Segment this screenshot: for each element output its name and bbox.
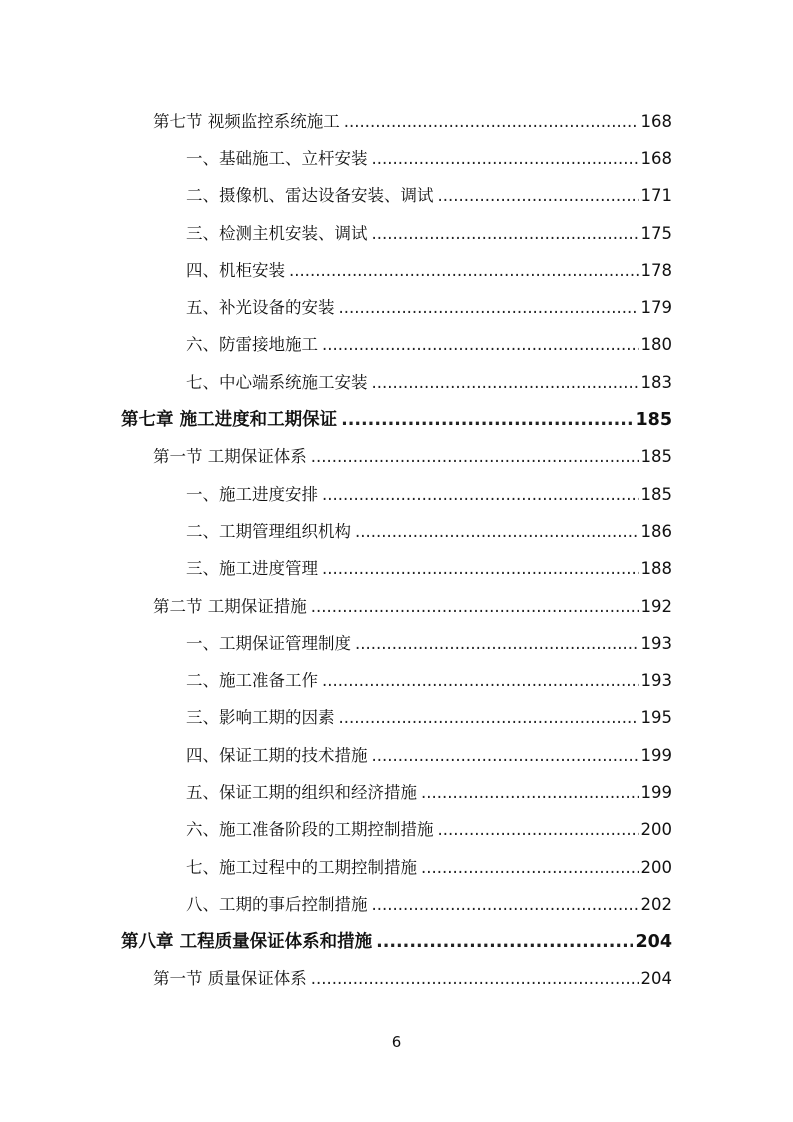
toc-entry-page-number: 188 (640, 559, 672, 579)
dot-leader (344, 112, 639, 131)
dot-leader (376, 932, 633, 952)
toc-entry-page-number: 195 (640, 708, 672, 728)
toc-section-entry[interactable] (0, 959, 793, 996)
toc-entry-page-number: 185 (640, 484, 672, 504)
toc-item-entry[interactable] (0, 213, 793, 250)
toc-item-entry[interactable] (0, 698, 793, 735)
toc-item-entry[interactable] (0, 138, 793, 175)
toc-entry-title: 三、施工进度管理 (186, 559, 318, 579)
toc-entry-title: 六、防雷接地施工 (186, 335, 318, 355)
dot-leader (322, 335, 639, 354)
toc-entry-page-number: 168 (640, 148, 672, 168)
dot-leader (421, 783, 639, 802)
toc-entry-title: 第一节 工期保证体系 (153, 447, 307, 467)
toc-entry-title: 五、保证工期的组织和经济措施 (186, 782, 417, 802)
dot-leader (372, 373, 639, 392)
dot-leader (339, 708, 639, 727)
toc-section-entry[interactable] (0, 437, 793, 474)
dot-leader (372, 746, 639, 765)
dot-leader (372, 224, 639, 243)
toc-entry-page-number: 202 (640, 894, 672, 914)
toc-entry-title: 二、施工准备工作 (186, 671, 318, 691)
toc-item-entry[interactable] (0, 325, 793, 362)
toc-entry-page-number: 186 (640, 521, 672, 541)
toc-chapter-entry[interactable] (0, 399, 793, 436)
toc-entry-page-number: 199 (640, 782, 672, 802)
dot-leader (341, 410, 633, 430)
toc-item-entry[interactable] (0, 474, 793, 511)
toc-item-entry[interactable] (0, 847, 793, 884)
toc-entry-page-number: 192 (640, 596, 672, 616)
toc-entry-title: 第二节 工期保证措施 (153, 596, 307, 616)
toc-item-entry[interactable] (0, 287, 793, 324)
toc-entry-page-number: 204 (635, 931, 672, 952)
toc-entry-title: 四、保证工期的技术措施 (186, 745, 368, 765)
dot-leader (438, 186, 639, 205)
toc-item-entry[interactable] (0, 549, 793, 586)
toc-item-entry[interactable] (0, 660, 793, 697)
toc-entry-title: 八、工期的事后控制措施 (186, 894, 368, 914)
toc-item-entry[interactable] (0, 362, 793, 399)
toc-entry-page-number: 183 (640, 372, 672, 392)
toc-entry-title: 二、摄像机、雷达设备安装、调试 (186, 186, 434, 206)
toc-entry-title: 四、机柜安装 (186, 260, 285, 280)
toc-item-entry[interactable] (0, 735, 793, 772)
toc-item-entry[interactable] (0, 810, 793, 847)
page-number: 6 (391, 1033, 402, 1051)
dot-leader (421, 858, 639, 877)
dot-leader (289, 261, 639, 280)
table-of-contents (0, 101, 793, 996)
toc-entry-page-number: 175 (640, 223, 672, 243)
toc-entry-page-number: 200 (640, 857, 672, 877)
toc-entry-page-number: 180 (640, 335, 672, 355)
toc-entry-page-number: 185 (640, 447, 672, 467)
toc-entry-title: 一、施工进度安排 (186, 484, 318, 504)
toc-entry-page-number: 200 (640, 820, 672, 840)
dot-leader (372, 895, 639, 914)
toc-entry-page-number: 171 (640, 186, 672, 206)
toc-entry-page-number: 199 (640, 745, 672, 765)
dot-leader (311, 597, 639, 616)
dot-leader (355, 522, 639, 541)
toc-entry-title: 第七章 施工进度和工期保证 (121, 409, 338, 430)
toc-chapter-entry[interactable] (0, 922, 793, 959)
toc-entry-page-number: 168 (640, 111, 672, 131)
toc-entry-page-number: 204 (640, 969, 672, 989)
toc-item-entry[interactable] (0, 772, 793, 809)
toc-entry-page-number: 178 (640, 260, 672, 280)
dot-leader (372, 149, 639, 168)
toc-section-entry[interactable] (0, 101, 793, 138)
dot-leader (311, 447, 639, 466)
toc-item-entry[interactable] (0, 511, 793, 548)
dot-leader (438, 820, 639, 839)
dot-leader (322, 485, 639, 504)
toc-entry-page-number: 193 (640, 633, 672, 653)
toc-entry-title: 三、检测主机安装、调试 (186, 223, 368, 243)
toc-section-entry[interactable] (0, 586, 793, 623)
toc-entry-title: 七、中心端系统施工安装 (186, 372, 368, 392)
toc-entry-title: 第八章 工程质量保证体系和措施 (121, 931, 373, 952)
toc-entry-title: 第一节 质量保证体系 (153, 969, 307, 989)
dot-leader (355, 634, 639, 653)
toc-item-entry[interactable] (0, 250, 793, 287)
dot-leader (322, 671, 639, 690)
toc-entry-title: 三、影响工期的因素 (186, 708, 335, 728)
toc-entry-title: 六、施工准备阶段的工期控制措施 (186, 820, 434, 840)
dot-leader (311, 969, 639, 988)
toc-entry-title: 七、施工过程中的工期控制措施 (186, 857, 417, 877)
toc-entry-title: 一、基础施工、立杆安装 (186, 148, 368, 168)
dot-leader (322, 559, 639, 578)
toc-entry-title: 二、工期管理组织机构 (186, 521, 351, 541)
toc-item-entry[interactable] (0, 884, 793, 921)
toc-item-entry[interactable] (0, 623, 793, 660)
toc-entry-title: 五、补光设备的安装 (186, 298, 335, 318)
toc-item-entry[interactable] (0, 176, 793, 213)
toc-entry-page-number: 179 (640, 298, 672, 318)
toc-entry-page-number: 193 (640, 671, 672, 691)
toc-entry-title: 一、工期保证管理制度 (186, 633, 351, 653)
dot-leader (339, 298, 639, 317)
toc-entry-page-number: 185 (635, 409, 672, 430)
toc-entry-title: 第七节 视频监控系统施工 (153, 111, 340, 131)
